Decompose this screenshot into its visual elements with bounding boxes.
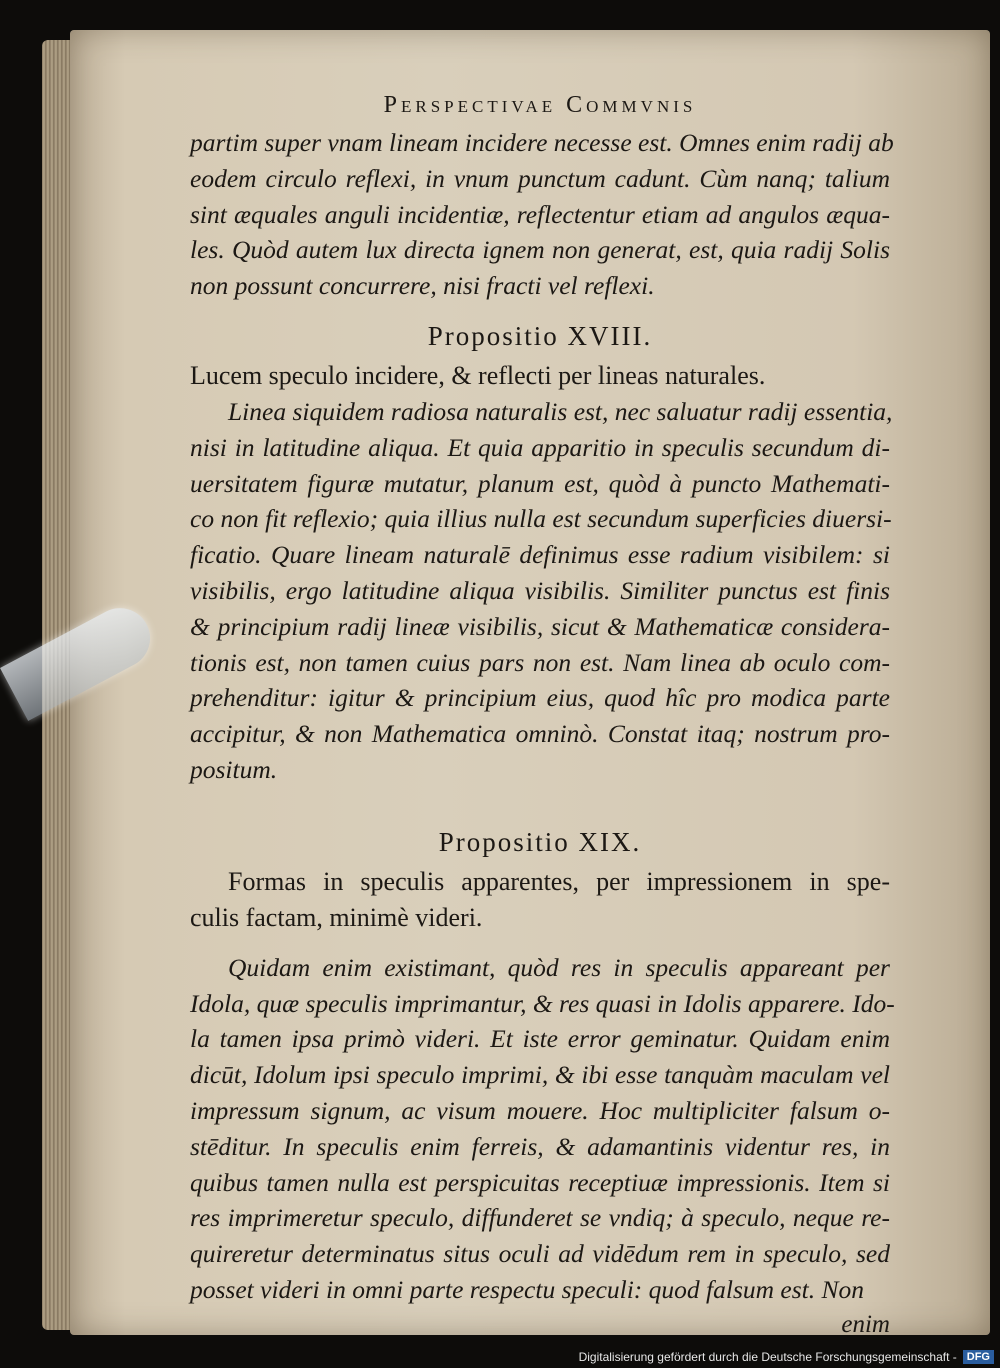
text-line: nisi in latitudine aliqua. Et quia apparitio in speculis secundum di- [190,432,890,462]
text-line: quireretur determinatus situs oculi ad vidēdum rem in speculo, sed [190,1239,890,1269]
footer-text: Digitalisierung gefördert durch die Deutsche Forschungsgemeinschaft - [578,1350,957,1364]
paragraph-top [190,125,894,304]
text-line: accipitur, & non Mathematica omninò. Constat itaq; nostrum pro- [190,719,890,749]
text-line: tionis est, non tamen cuius pars non est. Nam linea ab oculo com- [190,647,890,677]
text-line: uersitatem figuræ mutatur, planum est, quòd à puncto Mathemati- [190,468,890,498]
text-line: impressum signum, ac visum mouere. Hoc multipliciter falsum o- [190,1095,890,1125]
text-line: positum. [190,754,278,784]
text-line: prehenditur: igitur & principium eius, quod hîc pro modica parte [190,683,890,713]
text-line: ficatio. Quare lineam naturalē definimus esse radium visibilem: si [190,540,890,570]
text-line: Quidam enim existimant, quòd res in speculis appareant per [228,952,890,982]
prop18-statement: Lucem speculo incidere, & reflecti per lineas naturales. [190,360,766,390]
text-line: quibus tamen nulla est perspicuitas receptiuæ impressionis. Item si [190,1167,890,1197]
text-line: la tamen ipsa primò videri. Et iste error geminatur. Quidam enim [190,1024,890,1054]
prop18-heading: Propositio XVIII. [427,320,653,351]
text-line: res imprimeretur speculo, diffunderet se vndiq; à speculo, neque re- [190,1203,890,1233]
text-line: dicūt, Idolum ipsi speculo imprimi, & ibi esse tanquàm maculam vel [190,1060,890,1090]
text-line: les. Quòd autem lux directa ignem non generat, est, quia radij Solis [190,235,890,265]
text-line: non possunt concurrere, nisi fracti vel reflexi. [190,271,655,301]
text-line: & principium radij lineæ visibilis, sicut & Mathematicæ considera- [190,611,890,641]
prop18-body [190,394,893,788]
footer [579,1350,994,1364]
prop19-statement [190,864,890,936]
text-line: posset videri in omni parte respectu speculi: quod falsum est. Non [190,1274,865,1304]
text-line: stēditur. In speculis enim ferreis, & adamantinis videntur res, in [190,1131,890,1161]
text-line: co non fit reflexio; quia illius nulla est secundum superficies diuersi- [190,504,892,534]
text-line: visibilis, ergo latitudine aliqua visibilis. Similiter punctus est finis [190,575,890,605]
text-line: Formas in speculis apparentes, per impressionem in spe- [228,866,890,896]
page-text [190,92,895,1342]
text-line: eodem circulo reflexi, in vnum punctum cadunt. Cùm nanq; talium [190,163,890,193]
text-line: culis factam, minimè videri. [190,902,483,932]
prop19-heading: Propositio XIX. [438,826,642,857]
text-line: partim super vnam lineam incidere necesse est. Omnes enim radij ab [190,128,894,157]
catchword: enim [841,1310,890,1338]
dfg-logo: DFG [963,1350,994,1364]
text-line: Linea siquidem radiosa naturalis est, nec saluatur radij essentia, [228,396,893,426]
text-line: sint æquales anguli incidentiæ, reflectentur etiam ad angulos æqua- [190,199,890,229]
prop19-body [190,950,895,1308]
text-line: Idola, quæ speculis imprimantur, & res quasi in Idolis apparere. Ido- [190,988,895,1018]
running-head: Perspectivae Commvnis [383,92,697,118]
